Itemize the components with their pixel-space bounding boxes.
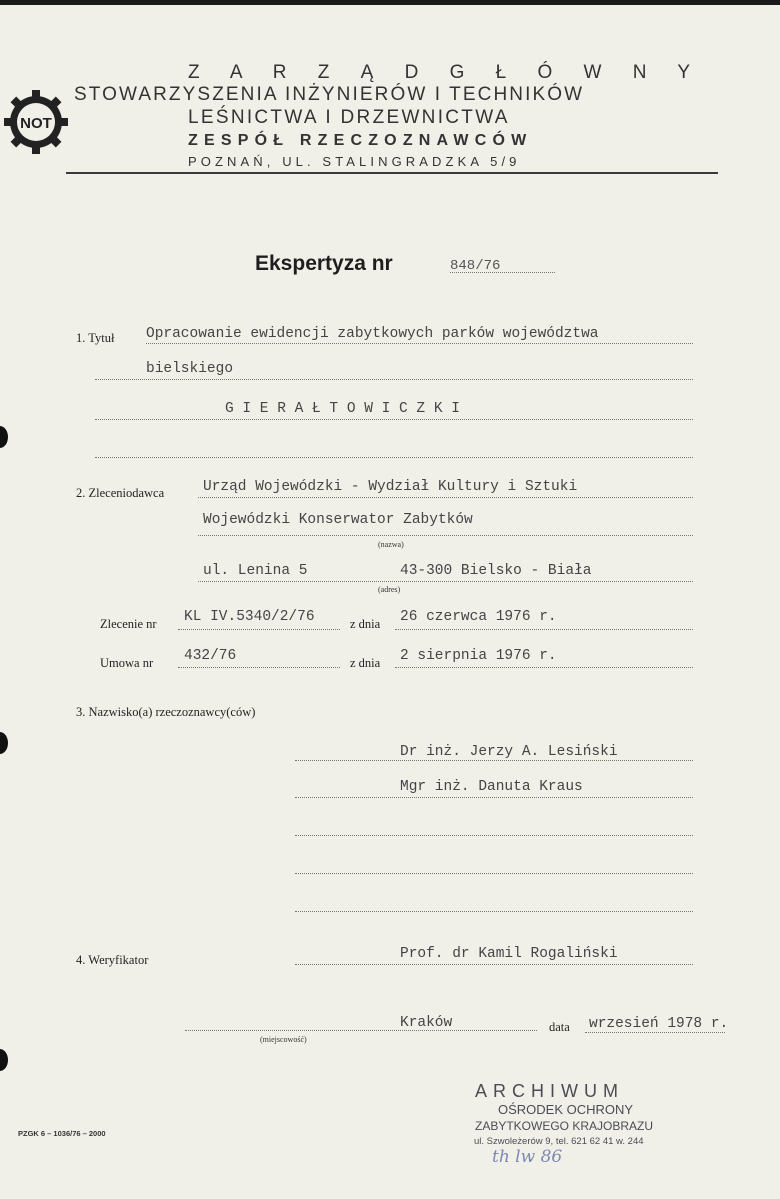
- number-underline: [450, 272, 555, 273]
- date-value: wrzesień 1978 r.: [589, 1016, 729, 1032]
- place-caption: (miejscowość): [260, 1035, 307, 1044]
- order-date: 26 czerwca 1976 r.: [400, 609, 557, 625]
- archive-stamp-line-3: ZABYTKOWEGO KRAJOBRAZU: [475, 1119, 654, 1133]
- date-label: data: [549, 1020, 570, 1034]
- order-number: KL IV.5340/2/76: [184, 609, 315, 625]
- dotted-line: [295, 835, 693, 836]
- dotted-line: [295, 797, 693, 798]
- contract-date: 2 sierpnia 1976 r.: [400, 648, 557, 664]
- name-caption: (nazwa): [378, 540, 404, 549]
- client-street: ul. Lenina 5: [203, 563, 308, 579]
- handwritten-note: th lw 86: [492, 1147, 563, 1167]
- dotted-line: [395, 667, 693, 668]
- header-rule: [66, 172, 718, 174]
- dotted-line: [395, 629, 693, 630]
- print-code: PZGK 6 – 1036/76 – 2000: [18, 1129, 106, 1138]
- dotted-line: [95, 457, 693, 458]
- dotted-line: [198, 535, 693, 536]
- client-label: 2. Zleceniodawca: [76, 486, 165, 500]
- dotted-line: [146, 343, 693, 344]
- dotted-line: [198, 497, 693, 498]
- logo-text: NOT: [20, 115, 52, 132]
- dotted-line: [178, 629, 340, 630]
- dotted-line: [585, 1032, 725, 1033]
- experts-label: 3. Nazwisko(a) rzeczoznawcy(ców): [76, 705, 256, 719]
- client-line-2: Wojewódzki Konserwator Zabytków: [203, 512, 473, 528]
- archive-stamp-line-2: OŚRODEK OCHRONY: [498, 1102, 634, 1117]
- verifier-name: Prof. dr Kamil Rogaliński: [400, 946, 618, 962]
- dotted-line: [95, 379, 693, 380]
- punch-hole: [0, 732, 8, 754]
- dotted-line: [198, 581, 693, 582]
- punch-hole: [0, 426, 8, 448]
- archive-stamp-title: ARCHIWUM: [475, 1081, 624, 1101]
- order-label: Zlecenie nr: [100, 617, 157, 631]
- dotted-line: [295, 911, 693, 912]
- title-label: 1. Tytuł: [76, 331, 115, 345]
- dotted-line: [185, 1030, 537, 1031]
- archive-stamp-address: ul. Szwoleżerów 9, tel. 621 62 41 w. 244: [474, 1136, 644, 1147]
- expert-2: Mgr inż. Danuta Kraus: [400, 779, 583, 795]
- punch-hole: [0, 1049, 8, 1071]
- dotted-line: [295, 873, 693, 874]
- place-value: Kraków: [400, 1015, 453, 1031]
- title-line-2: bielskiego: [146, 361, 234, 377]
- address-caption: (adres): [378, 585, 401, 594]
- document-title: Ekspertyza nr: [255, 252, 393, 275]
- top-edge: [0, 0, 780, 5]
- dotted-line: [178, 667, 340, 668]
- order-date-label: z dnia: [350, 617, 381, 631]
- header-address: POZNAŃ, UL. STALINGRADZKA 5/9: [188, 154, 521, 169]
- dotted-line: [295, 964, 693, 965]
- header-line-4: ZESPÓŁ RZECZOZNAWCÓW: [188, 132, 533, 149]
- header-line-1: Z A R Z Ą D G Ł Ó W N Y: [188, 62, 704, 83]
- client-line-1: Urząd Wojewódzki - Wydział Kultury i Sztuki: [203, 479, 578, 495]
- client-city: 43-300 Bielsko - Biała: [400, 563, 592, 579]
- contract-label: Umowa nr: [100, 656, 154, 670]
- header-line-3: LEŚNICTWA I DRZEWNICTWA: [188, 107, 510, 128]
- verifier-label: 4. Weryfikator: [76, 953, 149, 967]
- gear-logo-icon: [4, 90, 68, 154]
- document-number: 848/76: [450, 258, 501, 274]
- contract-number: 432/76: [184, 648, 237, 664]
- dotted-line: [295, 760, 693, 761]
- header-line-2: STOWARZYSZENIA INŻYNIERÓW I TECHNIKÓW: [74, 84, 585, 105]
- title-line-1: Opracowanie ewidencji zabytkowych parków województwa: [146, 326, 599, 342]
- title-line-3: G I E R A Ł T O W I C Z K I: [225, 401, 460, 417]
- expert-1: Dr inż. Jerzy A. Lesiński: [400, 744, 618, 760]
- dotted-line: [95, 419, 693, 420]
- contract-date-label: z dnia: [350, 656, 381, 670]
